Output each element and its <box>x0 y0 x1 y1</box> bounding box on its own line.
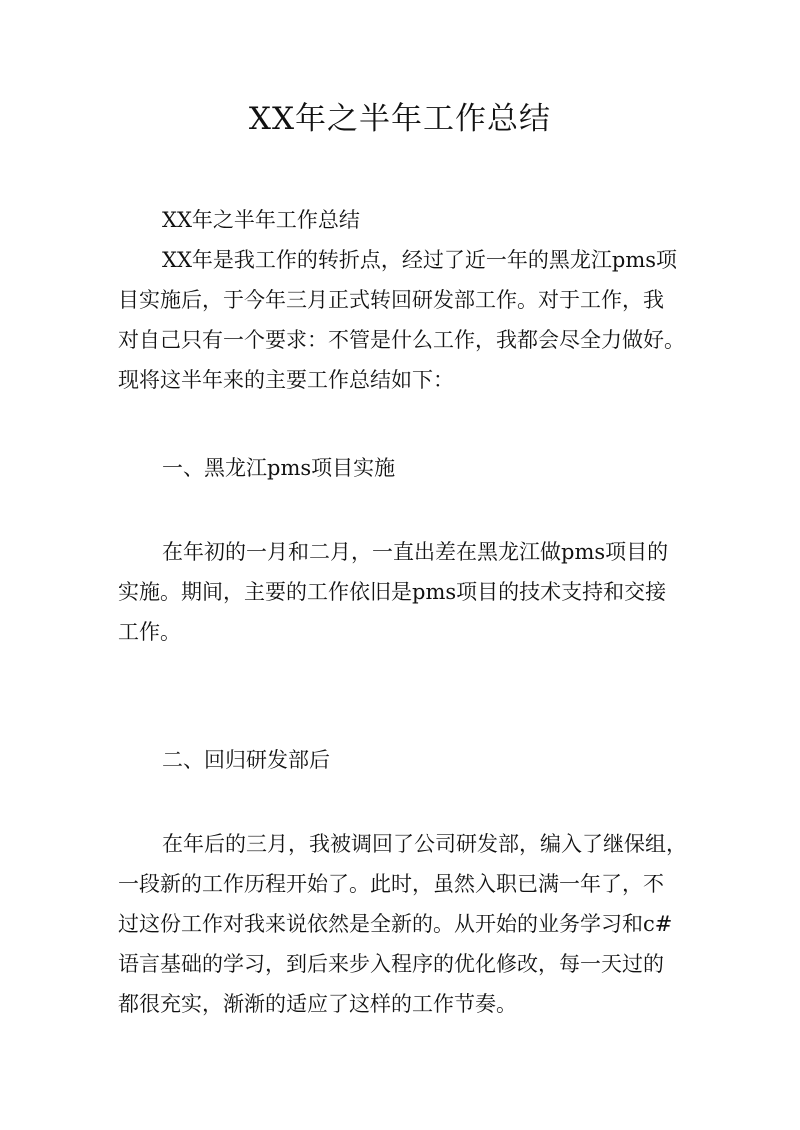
section1-line-3: 工作。 <box>118 620 181 644</box>
intro-line-2: 目实施后，于今年三月正式转回研发部工作。对于工作，我 <box>118 288 664 312</box>
intro-paragraph <box>118 240 688 400</box>
section2-line-5: 都很充实，渐渐的适应了这样的工作节奏。 <box>118 992 517 1016</box>
section1-paragraph <box>118 532 688 652</box>
section1-heading <box>118 448 688 488</box>
section2-paragraph <box>118 824 688 1024</box>
intro-line-1: XX年是我工作的转折点，经过了近一年的黑龙江pms项 <box>162 248 678 272</box>
section2-line-4: 语言基础的学习，到后来步入程序的优化修改，每一天过的 <box>118 952 664 976</box>
section1-heading-text: 一、黑龙江pms项目实施 <box>162 456 396 480</box>
section1-line-1: 在年初的一月和二月，一直出差在黑龙江做pms项目的 <box>162 540 669 564</box>
document-subtitle <box>118 200 688 240</box>
subtitle-line: XX年之半年工作总结 <box>162 208 360 232</box>
section1-line-2: 实施。期间，主要的工作依旧是pms项目的技术支持和交接 <box>118 580 667 604</box>
section2-line-1: 在年后的三月，我被调回了公司研发部，编入了继保组， <box>162 832 687 856</box>
section2-heading <box>118 740 688 780</box>
document-title: XX年之半年工作总结 <box>248 101 552 137</box>
intro-line-3: 对自己只有一个要求：不管是什么工作，我都会尽全力做好。 <box>118 328 685 352</box>
section2-heading-text: 二、回归研发部后 <box>162 748 330 772</box>
intro-line-4: 现将这半年来的主要工作总结如下： <box>118 368 454 392</box>
section2-line-2: 一段新的工作历程开始了。此时，虽然入职已满一年了，不 <box>118 872 664 896</box>
section2-line-3: 过这份工作对我来说依然是全新的。从开始的业务学习和c# <box>118 912 673 936</box>
